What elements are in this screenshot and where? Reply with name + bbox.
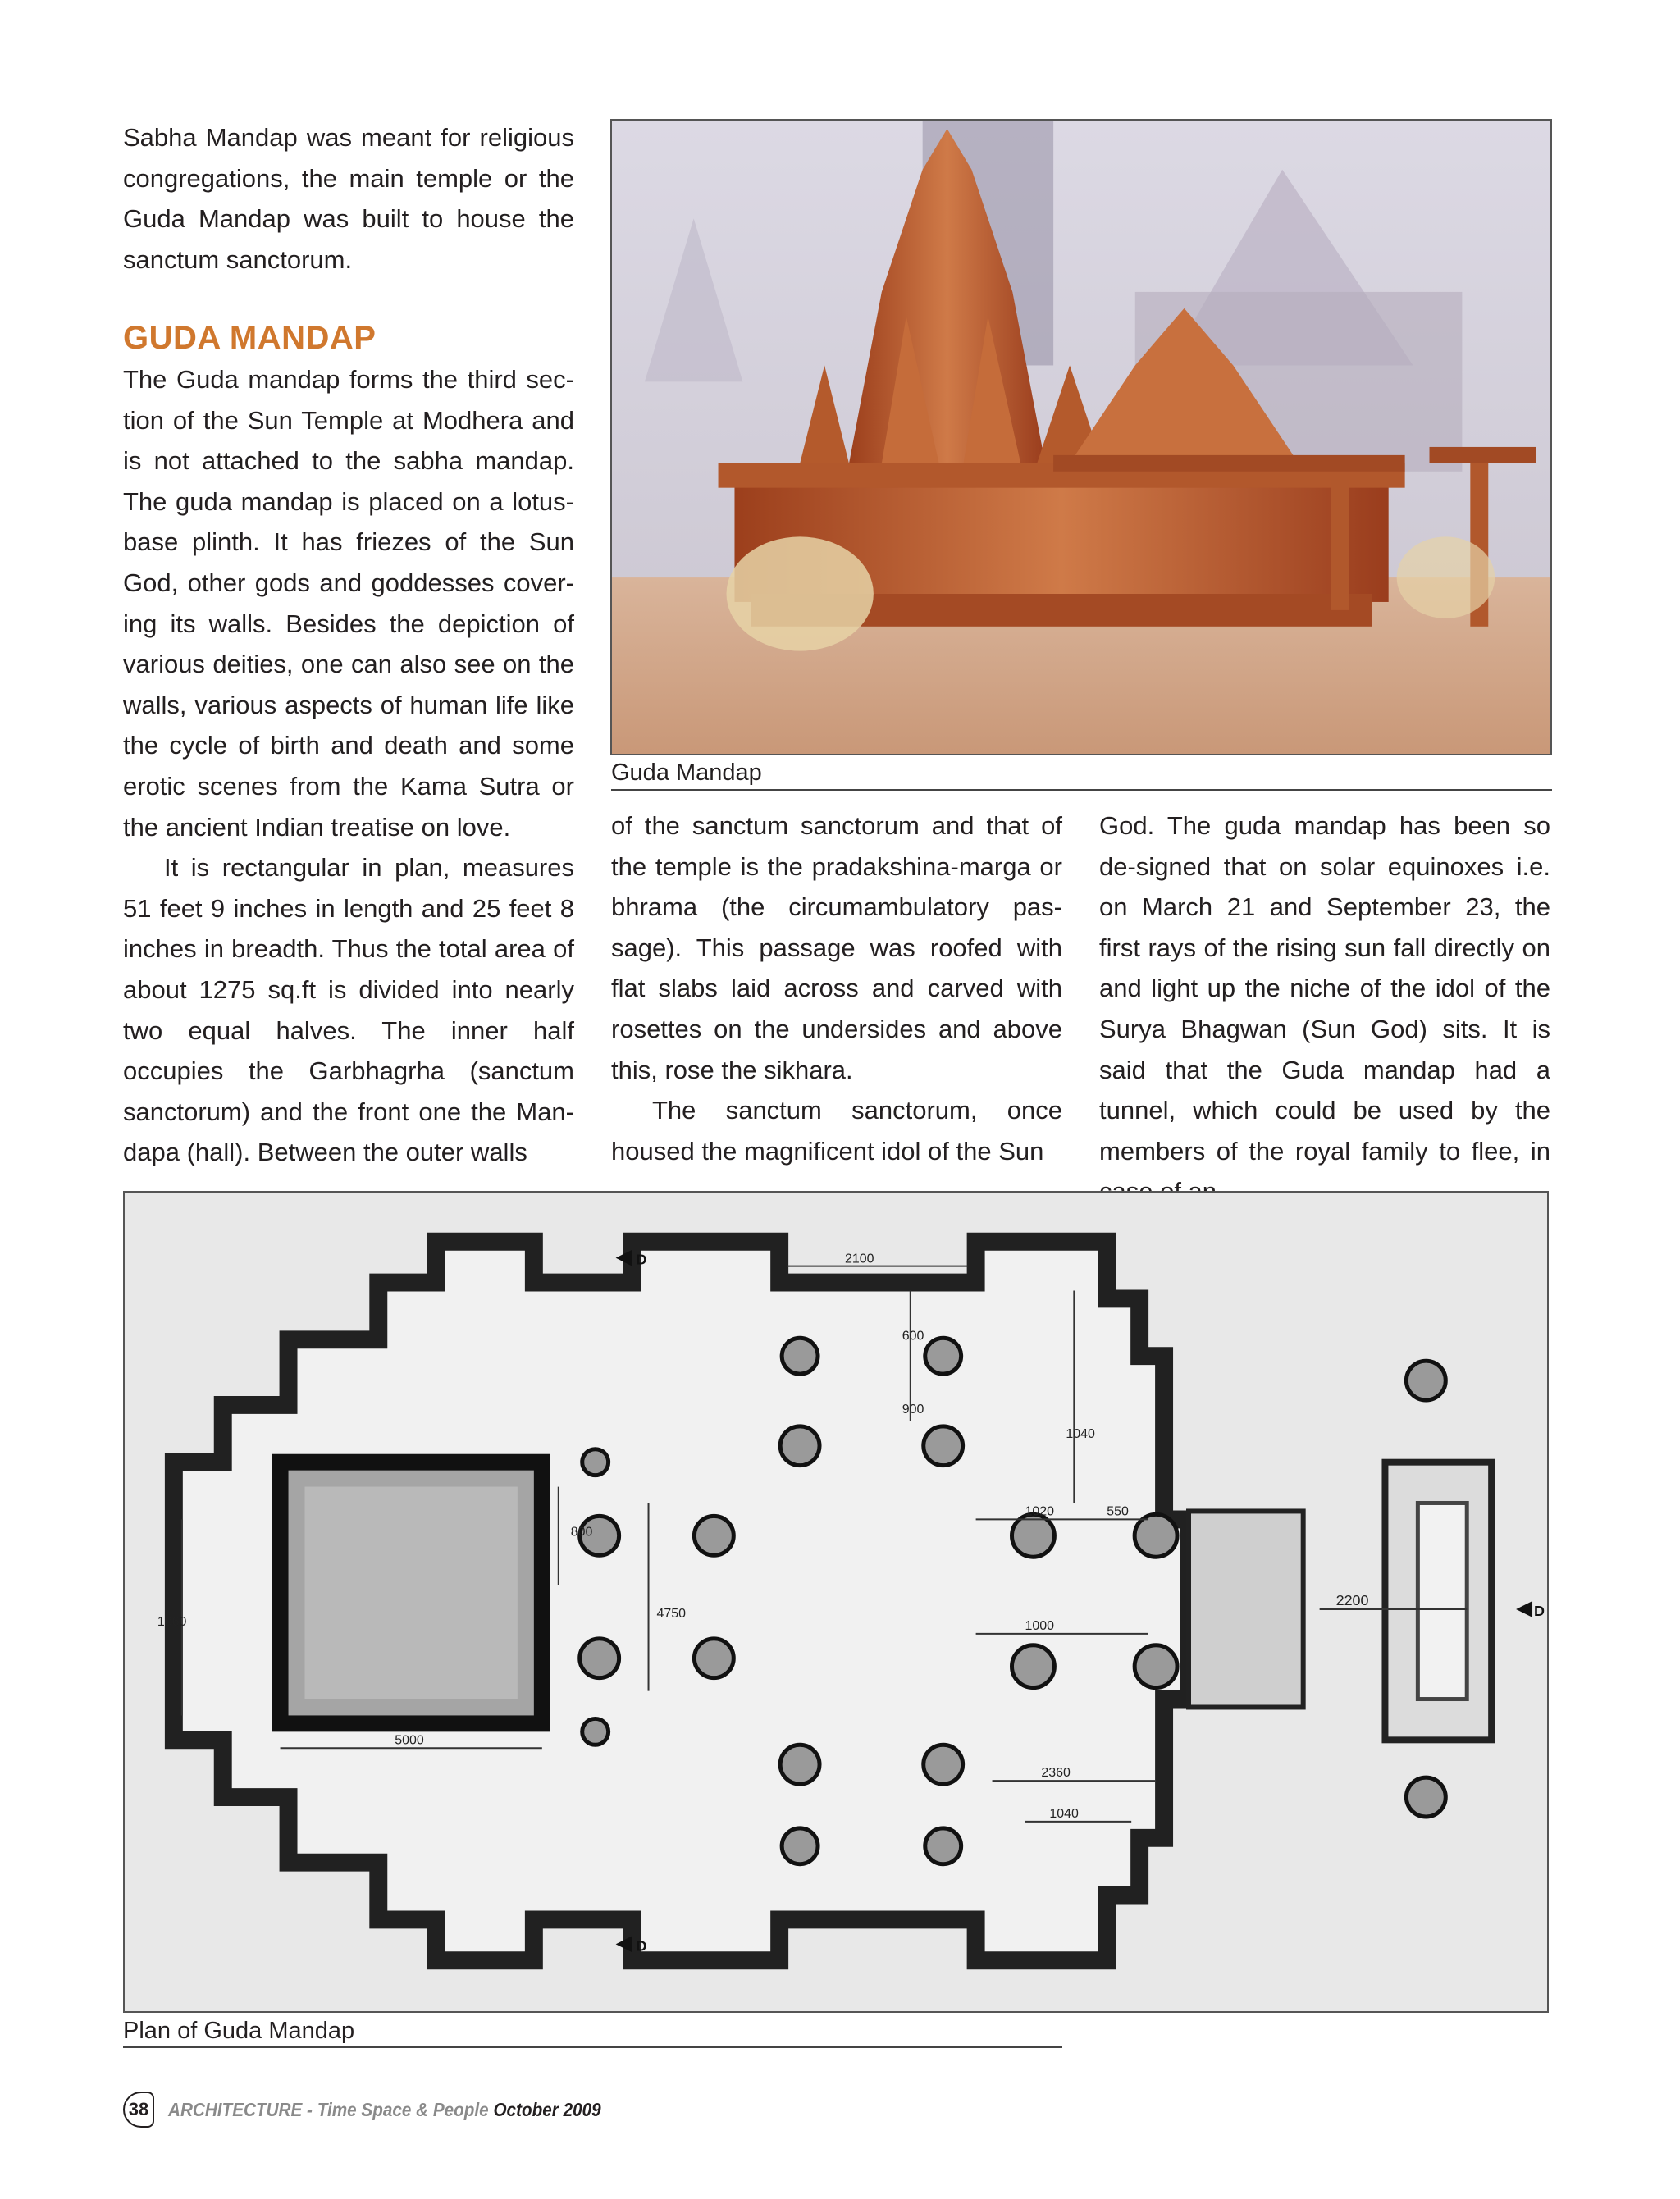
left-paragraph-2: It is rectangular in plan, measures 51 feet 9 inches in length and 25 feet 8 inches in breadth. Thus the total area of about 1275 sq.ft is divided into nearly two equal halves. The inner half occupies the Garbhagrha (sanctum sanctorum) and the front one the Man-dapa (hall). Between the outer walls <box>123 853 574 1167</box>
dim-1000: 1000 <box>1025 1618 1054 1633</box>
dim-550: 550 <box>1107 1504 1129 1519</box>
right-column <box>1099 805 1550 1212</box>
middle-paragraph-2: The sanctum sanctorum, once housed the magnificent idol of the Sun <box>611 1096 1062 1166</box>
page-number: 38 <box>123 2092 154 2128</box>
intro-paragraph: Sabha Mandap was meant for religious congregations, the main temple or the Guda Mandap was built to house the sanctum sanctorum. <box>123 123 574 274</box>
middle-column <box>611 805 1062 1171</box>
dim-2100: 2100 <box>844 1252 874 1266</box>
dim-4750: 4750 <box>656 1606 687 1621</box>
guda-mandap-photo <box>610 119 1552 755</box>
dim-2200: 2200 <box>1335 1591 1369 1608</box>
section-marker-right: D <box>1534 1602 1545 1619</box>
floor-plan-drawing <box>125 1193 1547 2011</box>
plan-caption-rule <box>123 2046 1062 2048</box>
issue-date: October 2009 <box>493 2099 601 2120</box>
dim-1020: 1020 <box>1025 1504 1054 1519</box>
photo-caption: Guda Mandap <box>611 760 762 786</box>
section-marker-bottom: D <box>636 1937 647 1955</box>
left-paragraph-1: The Guda mandap forms the third sec-tion of the Sun Temple at Modhera and is not attached to the sabha mandap. The guda mandap is placed on a lotus-base plinth. It has friezes of the Sun God, other gods and goddesses cover-ing its walls. Besides the depiction of various deities, one can also see on the walls, various aspects of human life like the cycle of birth and death and some erotic scenes from the Kama Sutra or the ancient Indian treatise on love. <box>123 365 574 842</box>
dim-2360: 2360 <box>1041 1766 1071 1781</box>
temple-model-illustration <box>612 121 1550 754</box>
intro-column <box>123 117 574 280</box>
right-paragraph-1: God. The guda mandap has been so de-signed that on solar equinoxes i.e. on March 21 and September 23, the first rays of the rising sun fall directly on and light up the niche of the idol of the Surya Bhagwan (Sun God) sits. It is said that the Guda mandap had a tunnel, which could be used by the members of the royal family to flee, in <box>1099 811 1550 1166</box>
dim-5000: 5000 <box>395 1733 424 1748</box>
dim-800: 800 <box>570 1525 593 1540</box>
guda-mandap-plan <box>123 1191 1549 2013</box>
left-column <box>123 359 574 1173</box>
plan-caption: Plan of Guda Mandap <box>123 2018 355 2044</box>
middle-paragraph-1: of the sanctum sanctorum and that of the temple is the pradakshina-marga or bhrama (the circumambulatory pas-sage). This passage was roofed with flat slabs laid across and carved with rosettes on the undersides and above this, rose the sikhara. <box>611 811 1062 1084</box>
dim-600: 600 <box>902 1329 924 1344</box>
section-heading: GUDA MANDAP <box>123 320 377 356</box>
footer-line <box>168 2097 601 2122</box>
dim-1060: 1060 <box>157 1614 187 1629</box>
photo-caption-rule <box>611 789 1552 791</box>
publication-name: ARCHITECTURE - Time Space & People <box>168 2099 489 2120</box>
dim-900: 900 <box>902 1402 924 1417</box>
dim-1040-upper: 1040 <box>1066 1426 1095 1441</box>
dim-1040-lower: 1040 <box>1049 1806 1079 1821</box>
section-marker-top: D <box>636 1251 647 1268</box>
